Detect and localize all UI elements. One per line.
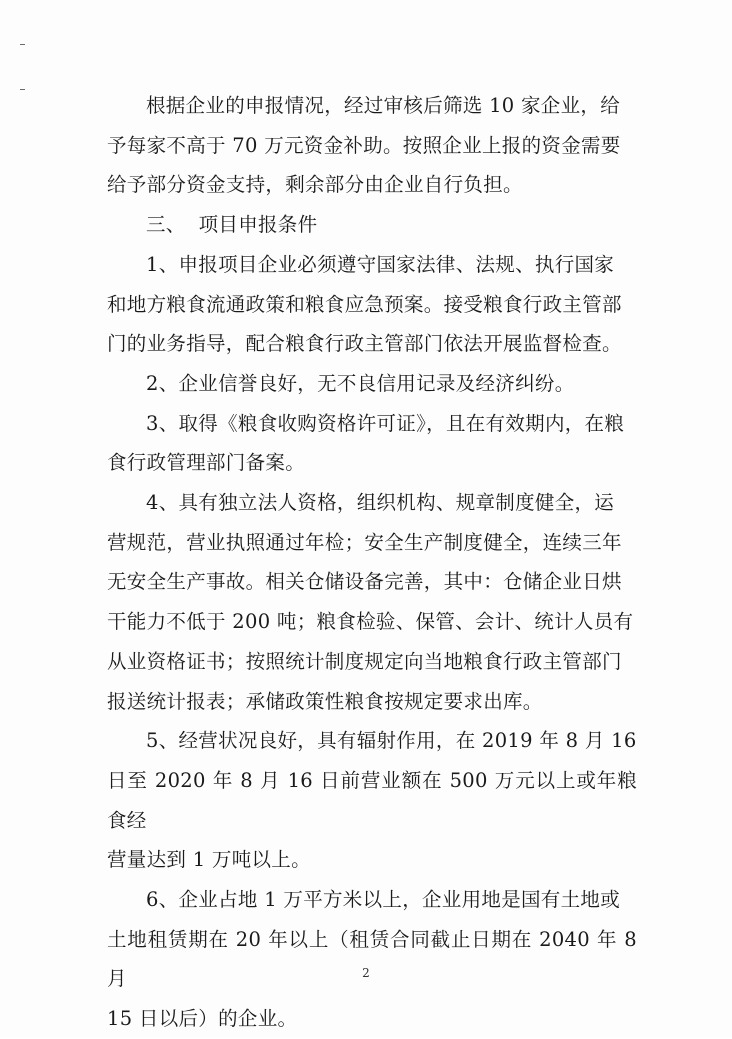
condition-item-4: 4、具有独立法人资格，组织机构、规章制度健全，运 营规范，营业执照通过年检；安全生产制度健全，连续三年 无安全生产事故。相关仓储设备完善，其中：仓储企业日烘 干能力不低于 200 吨；粮食检验、保管、会计、统计人员有 从业资格证书；按照统计制度规定向当地粮食行政主管部门 报送统计报表；承储政策性粮食按规定要求出库。 [107, 491, 634, 713]
section-heading: 三、 项目申报条件 [146, 213, 318, 237]
condition-item-2: 2、企业信誉良好，无不良信用记录及经济纠纷。 [146, 371, 575, 395]
margin-mark [20, 89, 25, 90]
document-body [107, 86, 637, 1039]
margin-mark [20, 44, 25, 45]
condition-item-5: 5、经营状况良好，具有辐射作用，在 2019 年 8 月 16 日至 2020 年 8 月 16 日前营业额在 500 万元以上或年粮食经 营量达到 1 万吨以上。 [107, 729, 637, 872]
page-number: 2 [362, 966, 370, 980]
condition-item-1: 1、申报项目企业必须遵守国家法律、法规、执行国家 和地方粮食流通政策和粮食应急预案。接受粮食行政主管部 门的业务指导，配合粮食行政主管部门依法开展监督检查。 [107, 252, 622, 356]
condition-item-6: 6、企业占地 1 万平方米以上，企业用地是国有土地或 土地租赁期在 20 年以上（租赁合同截止日期在 2040 年 8 月 15 日以后）的企业。 [107, 888, 637, 1031]
intro-paragraph: 根据企业的申报情况，经过审核后筛选 10 家企业，给 予每家不高于 70 万元资金补助。按照企业上报的资金需要 给予部分资金支持，剩余部分由企业自行负担。 [107, 94, 621, 197]
condition-item-3: 3、取得《粮食收购资格许可证》，且在有效期内，在粮 食行政管理部门备案。 [107, 411, 625, 475]
